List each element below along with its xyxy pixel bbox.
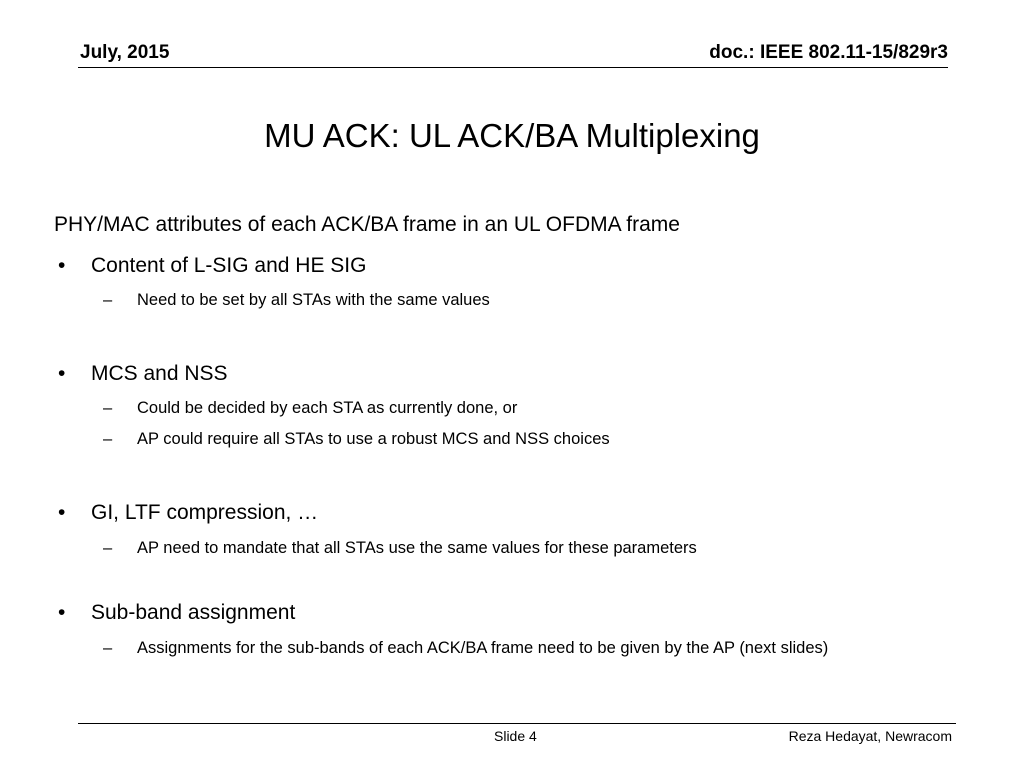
sub-bullet-text: AP need to mandate that all STAs use the same values for these parameters (137, 539, 697, 557)
header-divider (78, 67, 948, 68)
sub-bullet-text: Could be decided by each STA as currently done, or (137, 399, 518, 417)
header-doc-id: doc.: IEEE 802.11-15/829r3 (709, 42, 948, 63)
bullet-glyph: • (58, 601, 66, 624)
header-date: July, 2015 (80, 42, 170, 63)
bullet-text: Sub-band assignment (91, 601, 296, 624)
bullet-text: Content of L-SIG and HE SIG (91, 254, 367, 277)
dash-glyph: – (103, 430, 113, 448)
footer-divider (78, 723, 956, 724)
sub-bullet-text: Assignments for the sub-bands of each ACK/BA frame need to be given by the AP (next slides) (137, 639, 829, 657)
dash-glyph: – (103, 291, 113, 309)
bullet-glyph: • (58, 254, 66, 277)
bullet-text: MCS and NSS (91, 362, 228, 385)
dash-glyph: – (103, 539, 113, 557)
bullet-glyph: • (58, 362, 66, 385)
dash-glyph: – (103, 399, 113, 417)
footer-author: Reza Hedayat, Newracom (788, 728, 952, 744)
dash-glyph: – (103, 639, 113, 657)
bullet-glyph: • (58, 501, 66, 524)
bullet-text: GI, LTF compression, … (91, 501, 319, 524)
footer-slide-number: Slide 4 (494, 728, 537, 744)
sub-bullet-text: Need to be set by all STAs with the same values (137, 291, 490, 309)
sub-bullet-text: AP could require all STAs to use a robust MCS and NSS choices (137, 430, 610, 448)
slide-title: MU ACK: UL ACK/BA Multiplexing (264, 117, 760, 154)
intro-text: PHY/MAC attributes of each ACK/BA frame in an UL OFDMA frame (54, 213, 680, 236)
